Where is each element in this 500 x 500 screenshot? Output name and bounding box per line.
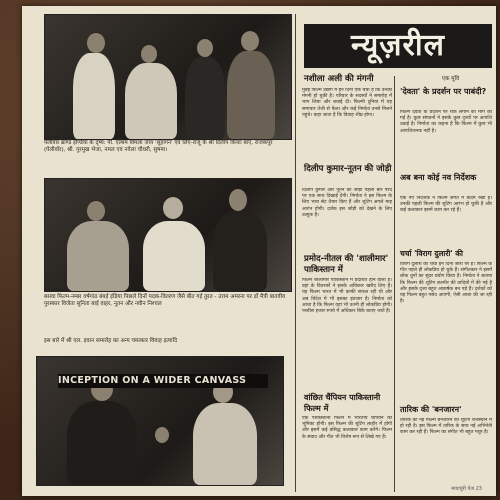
article-body: दिलीप कुमार और नूतन की जोड़ी पहली बार परदे पर एक साथ दिखाई देगी। निर्माता ने इस फिल्म के लिए भव्य सेट तैयार किए हैं और शूटिंग अगले माह आरंभ होगी। दर्शक इस जोड़ी को देखने के लिए उत्सुक हैं। (302, 188, 392, 218)
newsreel-header: न्यूज़रील (304, 24, 492, 68)
article-body: मुंबई फिल्म उद्योग में इन दिनों एक चर्चा है कि उनकी मंगनी हो चुकी है। परिवार के सदस्यों ने समारोह में भाग लिया और बधाई दी। फिल्मी दुनिया में यह समाचार तेजी से फैला और कई निर्माता उनसे मिलने पहुंचे। कहा जाता है कि विवाह शीघ्र होगा। (302, 88, 392, 118)
headline-nav-nirdeshak: अब बना कोई नव निर्देशक (400, 173, 477, 182)
small-note: एक मूवि (442, 76, 460, 82)
newspaper-page (22, 6, 496, 496)
article-body: विराग दुलारी की चर्चा इन दिनों जोरों पर है। फिल्म के गीत पहले ही लोकप्रिय हो चुके हैं। संगीतकार ने इसमें लोक धुनों का सुंदर प्रयोग किया है। निर्माता ने बताया कि फिल्म की शूटिंग कश्मीर की वादियों में की गई है और इसके दृश्य बहुत आकर्षक बन पड़े हैं। दर्शकों को यह फिल्म बहुत पसंद आएगी, ऐसी आशा की जा रही है। (400, 262, 492, 305)
headline-virag-dulari: चर्चा 'विराग दुलारी' की (400, 249, 463, 258)
article-body: एक पाकिस्तानी फिल्म में भारतीय चैंपियन की भूमिका होगी। इस फिल्म की शूटिंग लाहौर में होगी और इसमें कई प्रसिद्ध कलाकार काम करेंगे। फिल्म के संवाद और गीत भी विशेष रूप से लिखे गए हैं। (302, 416, 392, 440)
headline-devta: 'देवता' के प्रदर्शन पर पाबंदी? (400, 87, 487, 96)
article-body: फिल्म शालीमार पाकिस्तान में प्रदर्शित होने वाली है। वहां के वितरकों ने इसके अधिकार खरीद लिए हैं। यह फिल्म भारत में भी काफी सफल रही थी और अब विदेश में भी इसका इंतजार है। निर्माता को आशा है कि फिल्म वहां भी उतनी ही लोकप्रिय होगी। पच्चीस हजार रुपये में अधिकार बिके बताए जाते हैं। (302, 278, 392, 315)
article-body: एक नए निर्देशक ने फिल्म जगत में कदम रखा है। उनकी पहली फिल्म की शूटिंग आरंभ हो चुकी है और कई कलाकार इसमें काम कर रहे हैं। (400, 196, 492, 214)
banner-inception: INCEPTION ON A WIDER CANVASS (58, 374, 268, 388)
article-body: तारिक की नई फिल्म बनजारन की शूटिंग राजस्थान में हो रही है। इस फिल्म में तारिक के साथ नई अभिनेत्री काम कर रही हैं। फिल्म का संगीत भी बहुत मधुर है। (400, 418, 492, 436)
headline-nashila-ali: नशीला अली की मंगनी (304, 74, 374, 84)
headline-shalimar: प्रमोद-नीतल की 'शालीमार' पाकिस्तान में (304, 254, 389, 275)
caption-photo-2: बसवा फिल्म-नम्बर वर्षगांठ बंबई इंडिया पिछले दिनों पदक-वितरण जैसे बीत गई तुरत - उत्तम अमरना पर डॉ मैत्री बातवीय पुरस्कार विजेता सुनिता बाई वाहर, नूतन और नवीन निश्चल (44, 294, 286, 307)
headline-banjaran: तारिक की 'बनजारन' (400, 405, 462, 414)
caption-photo-3: इस बारे में श्री एल. इवान समारोह का अन्य चमत्कार विवाह इत्यादि (44, 338, 178, 344)
page-number: मायापुरी पेज 23 (451, 486, 482, 492)
headline-champion: वांछित चैंपियन पाकिस्तानी फिल्म में (304, 393, 381, 413)
photo-award-ceremony (44, 14, 292, 140)
caption-photo-1: पेलीवॉर ब्राण्ड इण्डिया के दृष्य: पी. एल्बम विमला जाय 'सुहागन' एवं लिए-राजू के श्री दिलीप कियाः बाएं, राजकपूर (पेलीवॉर), श्री. गुरमुख भेजा, नमल एवं नवेला चौधरी, सुषमा। (44, 140, 273, 153)
photo-award-women (44, 178, 292, 292)
headline-dilip-nutan: दिलीप कुमार-नूतन की जोड़ी (304, 164, 392, 174)
article-body: फिल्म देवता के प्रदर्शन पर रोक लगाने की मांग की गई है। कुछ संगठनों ने इसके कुछ दृश्यों पर आपत्ति उठाई है। निर्माता का कहना है कि फिल्म में कुछ भी आपत्तिजनक नहीं है। (400, 110, 492, 134)
